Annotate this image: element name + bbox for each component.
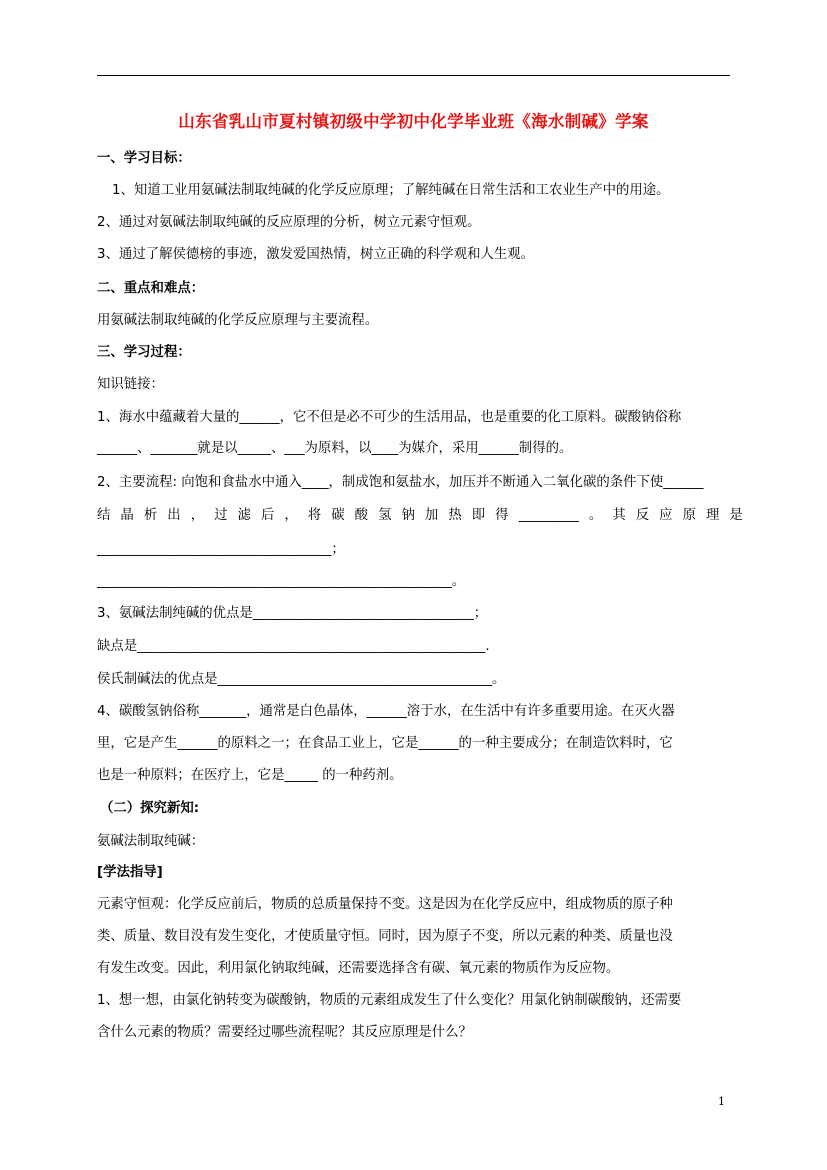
justified-token: 晶 (120, 508, 134, 523)
question-2-line-2 (97, 507, 743, 525)
justified-token: 滤 (237, 508, 251, 523)
justified-token: ， (190, 508, 205, 523)
guide-paragraph-line-1: 元素守恒观：化学反应前后，物质的总质量保持不变。这是因为在化学反应中，组成物质的原子种 (97, 897, 673, 912)
justified-token: 过 (214, 508, 228, 523)
knowledge-link-label: 知识链接： (97, 377, 164, 392)
justified-token: 。 (588, 508, 603, 523)
justified-token: 酸 (354, 508, 369, 523)
question-2-line-1: 2、主要流程: 向饱和食盐水中通入____，制成饱和氨盐水，加压并不断通入二氧化碳的条件下使______ (97, 475, 704, 490)
justified-token: 反 (635, 508, 650, 523)
page-number: 1 (718, 1095, 725, 1108)
question-3-disadvantages: 缺点是____________________________________________________. (97, 639, 490, 654)
justified-token: 得 (495, 508, 509, 523)
guide-paragraph-line-2: 类、质量、数目没有发生变化，才使质量守恒。同时，因为原子不变，所以元素的种类、质量也没 (97, 929, 673, 944)
justified-token: 结 (97, 508, 111, 523)
objective-2: 2、通过对氨碱法制取纯碱的反应原理的分析，树立元素守恒观。 (97, 215, 481, 230)
question-1-line-1: 1、海水中蕴藏着大量的______，它不但是必不可少的生活用品，也是重要的化工原料。碳酸钠俗称 (97, 410, 682, 425)
objective-3: 3、通过了解侯德榜的事迹，激发爱国热情，树立正确的科学观和人生观。 (97, 247, 535, 262)
question-4-line-1: 4、碳酸氢钠俗称_______，通常是白色晶体，______溶于水，在生活中有许多重要用途。在灭火器 (97, 704, 675, 719)
objective-1: 1、知道工业用氨碱法制取纯碱的化学反应原理；了解纯碱在日常生活和工农业生产中的用途。 (112, 183, 670, 198)
answer-blank-1: ___________________________________； (97, 542, 345, 557)
justified-token: 理 (706, 508, 720, 523)
answer-blank-2: _____________________________________________________。 (97, 574, 466, 589)
justified-token: 碳 (331, 508, 345, 523)
ammonia-soda-label: 氨碱法制取纯碱： (97, 834, 205, 849)
justified-token: 应 (659, 508, 673, 523)
justified-token: 出 (167, 508, 181, 523)
justified-token: 其 (612, 508, 626, 523)
justified-token: _________ (518, 508, 579, 523)
justified-token: 析 (143, 508, 158, 523)
think-question-line-2: 含什么元素的物质？需要经过哪些流程呢？其反应原理是什么？ (97, 1025, 472, 1040)
question-1-line-2: ______、_______就是以_____、___为原料，以____为媒介，采用______制得的。 (97, 441, 573, 456)
justified-token: 将 (307, 508, 322, 523)
section-heading-process: 三、学习过程： (97, 345, 191, 360)
study-guide-heading: [学法指导] (97, 865, 163, 880)
section-heading-key-points: 二、重点和难点： (97, 281, 205, 296)
justified-token: 是 (729, 508, 743, 523)
document-title: 山东省乳山市夏村镇初级中学初中化学毕业班《海水制碱》学案 (178, 112, 649, 131)
think-question-line-1: 1、想一想，由氯化钠转变为碳酸钠，物质的元素组成发生了什么变化？用氯化钠制碳酸钠，还需要 (97, 993, 682, 1008)
question-4-line-2: 里，它是产生______的原料之一；在食品工业上，它是______的一种主要成分；在制造饮料时，它 (97, 736, 673, 751)
key-points-text: 用氨碱法制取纯碱的化学反应原理与主要流程。 (97, 313, 379, 328)
justified-token: 钠 (401, 508, 415, 523)
justified-token: 加 (424, 508, 439, 523)
justified-token: 后 (260, 508, 275, 523)
section-heading-objectives: 一、学习目标： (97, 151, 191, 166)
justified-token: 原 (682, 508, 696, 523)
header-rule (97, 75, 730, 76)
question-4-line-3: 也是一种原料；在医疗上，它是_____ 的一种药剂。 (97, 768, 403, 783)
question-3-advantages: 3、氨碱法制纯碱的优点是_________________________________； (97, 606, 488, 621)
justified-token: 热 (448, 508, 462, 523)
question-3-hou-method: 侯氏制碱法的优点是_________________________________________。 (97, 672, 506, 687)
justified-token: ， (284, 508, 298, 523)
justified-token: 即 (471, 508, 486, 523)
justified-token: 氢 (378, 508, 392, 523)
guide-paragraph-line-3: 有发生改变。因此，利用氯化钠取纯碱，还需要选择含有碳、氧元素的物质作为反应物。 (97, 961, 620, 976)
section-heading-explore: （二）探究新知: (100, 801, 200, 816)
